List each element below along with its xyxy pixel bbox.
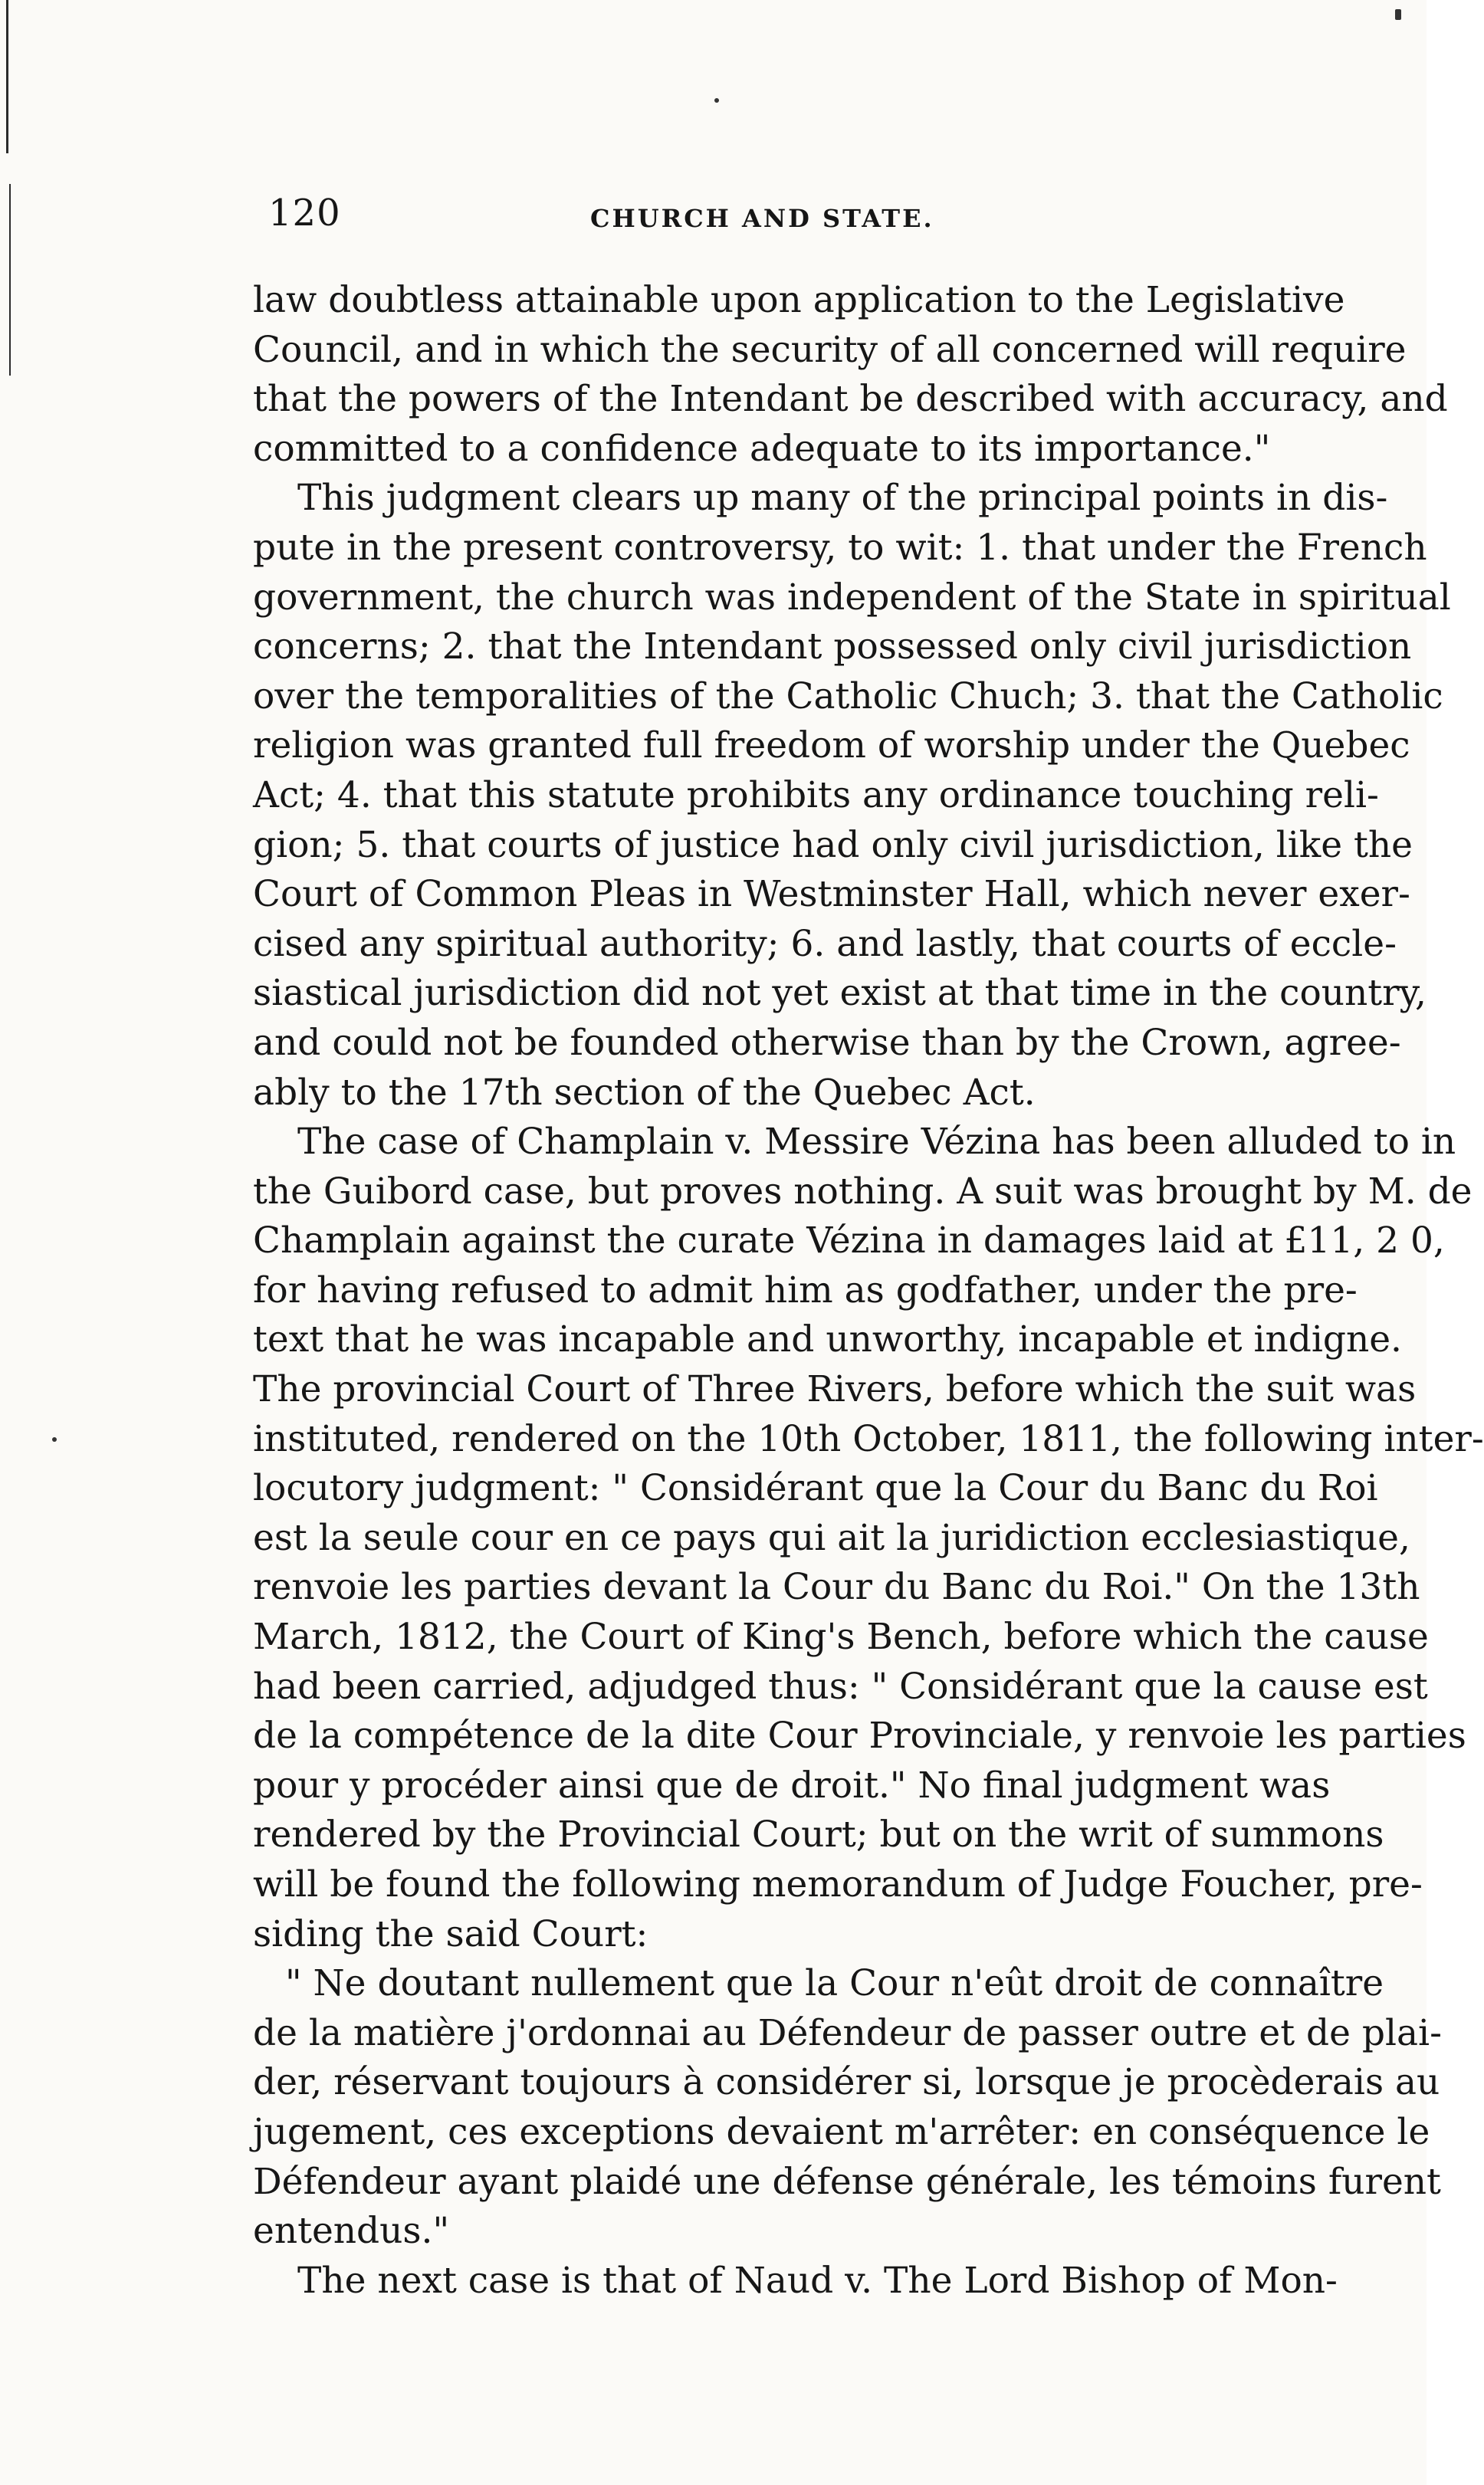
text-line: had been carried, adjudged thus: " Considérant que la cause est [253,1665,1428,1708]
text-line: pute in the present controversy, to wit: 1. that under the French [253,526,1427,569]
binding-edge-mark [9,184,11,376]
text-line: The provincial Court of Three Rivers, before which the suit was [253,1368,1417,1411]
text-line: committed to a confidence adequate to its importance." [253,427,1271,470]
text-line: de la compétence de la dite Cour Provinciale, y renvoie les parties [253,1715,1466,1758]
print-speck [1395,9,1401,20]
text-line: Act; 4. that this statute prohibits any ordinance touching reli- [253,773,1379,816]
text-line: concerns; 2. that the Intendant possessed only civil jurisdiction [253,625,1412,668]
quote-line: entendus." [253,2210,450,2253]
page-number: 120 [268,192,341,235]
text-line: ably to the 17th section of the Quebec Act. [253,1071,1036,1114]
text-line: gion; 5. that courts of justice had only civil jurisdiction, like the [253,823,1413,866]
quote-line: " Ne doutant nullement que la Cour n'eût droit de connaître [285,1962,1384,2005]
text-line: Champlain against the curate Vézina in damages laid at £11, 2 0, [253,1220,1445,1262]
quote-line: jugement, ces exceptions devaient m'arrêter: en conséquence le [253,2110,1430,2153]
quote-line: de la matière j'ordonnai au Défendeur de passer outre et de plai- [253,2011,1442,2054]
quote-line: der, réservant toujours à considérer si, lorsque je procèderais au [253,2061,1440,2104]
text-line: the Guibord case, but proves nothing. A suit was brought by M. de [253,1170,1473,1213]
text-line: The case of Champlain v. Messire Vézina has been alluded to in [297,1121,1456,1164]
text-line: est la seule cour en ce pays qui ait la juridiction ecclesiastique, [253,1516,1410,1559]
text-line: pour y procéder ainsi que de droit." No final judgment was [253,1764,1331,1807]
text-line: religion was granted full freedom of worship under the Quebec [253,724,1410,767]
text-line: for having refused to admit him as godfather, under the pre- [253,1269,1358,1311]
print-speck [714,98,719,103]
text-line: law doubtless attainable upon application to the Legislative [253,279,1345,321]
text-line: siastical jurisdiction did not yet exist at that time in the country, [253,972,1427,1015]
text-line: government, the church was independent of the State in spiritual [253,576,1451,619]
binding-edge-mark [6,0,8,153]
text-line: The next case is that of Naud v. The Lord Bishop of Mon- [297,2259,1338,2302]
text-line: text that he was incapable and unworthy, incapable et indigne. [253,1318,1402,1361]
text-line: This judgment clears up many of the principal points in dis- [297,477,1388,520]
text-line: instituted, rendered on the 10th October, 1811, the following inter- [253,1417,1484,1460]
text-line: will be found the following memorandum of Judge Foucher, pre- [253,1863,1423,1906]
body-text [253,276,1484,2306]
text-line: Council, and in which the security of all concerned will require [253,328,1407,371]
text-line: cised any spiritual authority; 6. and lastly, that courts of eccle- [253,922,1397,965]
text-line: rendered by the Provincial Court; but on the writ of summons [253,1814,1384,1856]
running-title: CHURCH AND STATE. [590,204,934,233]
print-speck [52,1437,57,1442]
quote-line: Défendeur ayant plaidé une défense générale, les témoins furent [253,2160,1441,2203]
running-header [253,192,1326,245]
text-line: over the temporalities of the Catholic Chuch; 3. that the Catholic [253,675,1443,717]
text-line: siding the said Court: [253,1912,648,1955]
text-line: and could not be founded otherwise than by the Crown, agree- [253,1021,1401,1064]
text-line: locutory judgment: " Considérant que la Cour du Banc du Roi [253,1467,1378,1510]
text-line: renvoie les parties devant la Cour du Banc du Roi." On the 13th [253,1566,1420,1609]
text-line: Court of Common Pleas in Westminster Hall, which never exer- [253,873,1410,916]
text-line: that the powers of the Intendant be described with accuracy, and [253,378,1448,421]
text-line: March, 1812, the Court of King's Bench, before which the cause [253,1616,1429,1659]
